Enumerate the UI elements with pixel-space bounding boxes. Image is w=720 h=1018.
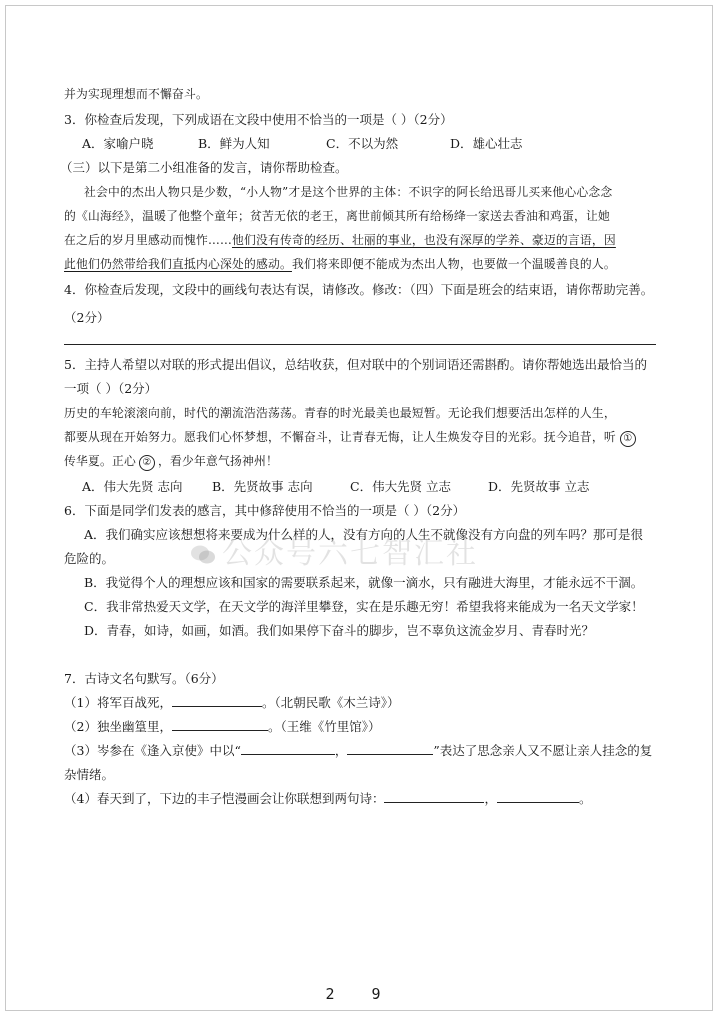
- q7-item1-text: （1）将军百战死，: [64, 695, 172, 710]
- q7-item1-source: 。（北朝民歌《木兰诗》）: [261, 695, 400, 710]
- q5-para-line1: 历史的车轮滚滚向前，时代的潮流浩浩荡荡。青春的时光最美也最短暂。无论我们想要活出怎样的人生，: [64, 406, 616, 420]
- q7-item2-blank: [172, 716, 268, 731]
- q5-para-line2-text: 都要从现在开始努力。愿我们心怀梦想，不懈奋斗，让青春无悔，让人生焕发夺目的光彩。抚今追昔，听: [64, 430, 616, 444]
- q5-para-line3: [64, 449, 664, 473]
- q6-option-b: B．我觉得个人的理想应该和国家的需要联系起来，就像一滴水，只有融进大海里，才能永远不干涸。: [84, 575, 644, 590]
- q7-item4: [64, 787, 664, 811]
- q7-item3-tail: ”表达了思念亲人又不愿让亲人挂念的复: [433, 743, 653, 758]
- watermark-text: 公众号六七智汇社: [222, 536, 478, 571]
- blank-1: [616, 430, 637, 444]
- q7-item3-blank-2: [347, 740, 433, 755]
- q3-option-d: D．雄心壮志: [450, 136, 523, 151]
- q5-para-line2: [64, 425, 664, 449]
- q6-stem: 6．下面是同学们发表的感言，其中修辞使用不恰当的一项是（ ）（2分）: [64, 503, 466, 518]
- q7-item3-comma: ，: [334, 743, 348, 758]
- underlined-sentence-part2: 此他们仍然带给我们直抵内心深处的感动。: [64, 257, 292, 271]
- blank-2: [136, 454, 158, 468]
- q5-line1: 5．主持人希望以对联的形式提出倡议，总结收获，但对联中的个别词语还需斟酌。请你帮她选出最恰当的: [64, 357, 647, 372]
- section3-para-line4-plain: 我们将来即便不能成为杰出人物，也要做一个温暖善良的人。: [291, 257, 616, 271]
- blank-marker-1: ①: [620, 431, 636, 447]
- wechat-icon: [190, 544, 216, 566]
- q7-stem: 7．古诗文名句默写。（6分）: [64, 671, 224, 686]
- q3-options: [64, 132, 664, 156]
- section3-heading: （三）以下是第二小组准备的发言，请你帮助检查。: [60, 160, 348, 175]
- q6-option-c: C．我非常热爱天文学，在天文学的海洋里攀登，实在是乐趣无穷！希望我将来能成为一名天文学家！: [84, 599, 644, 614]
- q7-item4-text: （4）春天到了，下边的丰子恺漫画会让你联想到两句诗：: [64, 791, 385, 806]
- q6-option-a-line2: 危险的。: [64, 551, 115, 566]
- q7-item2-text: （2）独坐幽篁里，: [64, 719, 172, 734]
- q5-option-d: D．先贤故事 立志: [488, 479, 590, 494]
- page-number: 2 9: [325, 985, 395, 1003]
- watermark: [190, 528, 478, 572]
- intro-line: 并为实现理想而不懈奋斗。: [64, 87, 208, 101]
- q4-line2: （2分）: [64, 310, 110, 325]
- section3-para-line2: 的《山海经》，温暖了他整个童年；贫苦无依的老王，离世前倾其所有给杨绛一家送去香油和鸡蛋，让她: [64, 209, 610, 223]
- q7-item3-line2: 杂情绪。: [64, 767, 115, 782]
- q7-item4-blank-1: [384, 788, 484, 803]
- q5-option-b: B．先贤故事 志向: [212, 479, 313, 494]
- q7-item1-blank: [172, 692, 262, 707]
- q3-stem: 3．你检查后发现，下列成语在文段中使用不恰当的一项是（ ）（2分）: [64, 112, 453, 127]
- q7-item2-source: 。（王维《竹里馆》）: [267, 719, 381, 734]
- q7-item4-period: 。: [578, 791, 592, 806]
- section3-para-line4: [64, 252, 664, 276]
- q7-item4-comma: ，: [484, 791, 497, 806]
- q3-option-a: A．家喻户晓: [82, 136, 154, 151]
- q5-line2: 一项（ ）（2分）: [64, 381, 158, 396]
- q5-option-a: A．伟大先贤 志向: [82, 479, 183, 494]
- q5-para-line3-text-b: ，看少年意气扬神州！: [157, 454, 278, 468]
- q7-item1: [64, 691, 664, 715]
- blank-marker-2: ②: [139, 455, 155, 471]
- q7-item2: [64, 715, 664, 739]
- q5-options: [64, 475, 664, 499]
- section3-para-line1: 社会中的杰出人物只是少数，“小人物”才是这个世界的主体：不识字的阿长给迅哥儿买来他心心念念: [84, 185, 613, 199]
- q6-option-a-line1: A．我们确实应该想想将来要成为什么样的人，没有方向的人生不就像没有方向盘的列车吗？那可是很: [84, 527, 644, 542]
- q3-option-b: B．鲜为人知: [198, 136, 270, 151]
- q4-line1: 4．你检查后发现，文段中的画线句表达有误，请修改。修改：（四）下面是班会的结束语，请你帮助完善。: [64, 282, 654, 297]
- q7-item3: [64, 739, 664, 763]
- underlined-sentence-part1: 他们没有传奇的经历、壮丽的事业，也没有深厚的学养、豪迈的言语，因: [231, 233, 616, 247]
- q6-option-d: D．青春，如诗，如画，如酒。我们如果停下奋斗的脚步，岂不辜负这流金岁月、青春时光？: [84, 623, 595, 638]
- section3-para-line3: [64, 228, 664, 252]
- answer-line: [64, 344, 656, 345]
- section3-para-line3-plain: 在之后的岁月里感动而愧怍……: [64, 233, 232, 247]
- document-page: [60, 82, 664, 811]
- q3-option-c: C．不以为然: [326, 136, 399, 151]
- q7-item3-text: （3）岑参在《逢入京使》中以“: [64, 743, 241, 758]
- q5-option-c: C．伟大先贤 立志: [350, 479, 452, 494]
- q5-para-line3-text-a: 传华夏。正心: [64, 454, 136, 468]
- q7-item4-blank-2: [497, 788, 579, 803]
- q7-item3-blank-1: [241, 740, 335, 755]
